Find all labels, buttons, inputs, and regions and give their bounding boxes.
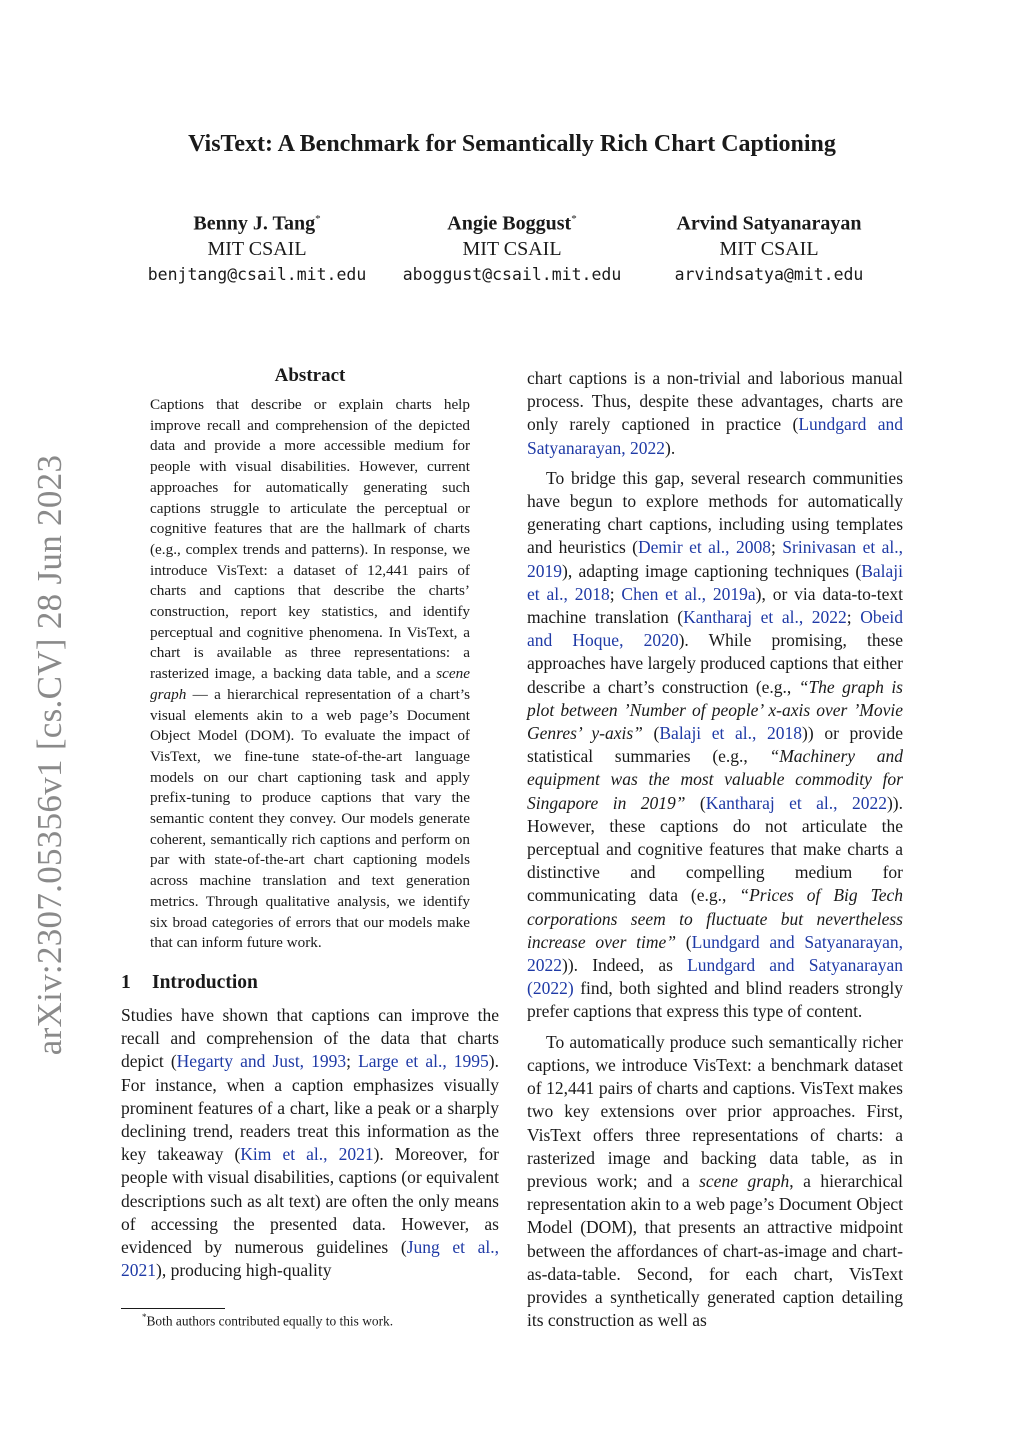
quoted-example: “The graph is plot between ’Number of people’ x-axis over ’Movie Genres’ y-axis”: [527, 676, 903, 744]
citation-link[interactable]: Srinivasan et al., 2019: [527, 537, 903, 581]
author-mark: *: [571, 213, 577, 225]
author-mark: *: [315, 213, 321, 225]
arxiv-sidebar: [28, 455, 72, 1055]
abstract-text: Captions that describe or explain charts help improve recall and comprehension of the depicted data and provide a more accessible medium for people with visual disabilities. However, current approaches for automatically generating such captions struggle to articulate the perceptual or cognitive features that are the hallmark of charts (e.g., complex trends and patterns). In response, we introduce VisText: a dataset of 12,441 pairs of charts and captions that describe the charts’ construction, report key statistics, and identify perceptual and cognitive phenomena. In VisText, a chart is available as three representations: a rasterized image, a backing data table, and a scene graph — a hierarchical representation of a chart’s visual elements akin to a web page’s Document Object Model (DOM). To evaluate the impact of VisText, we fine-tune state-of-the-art language models on our chart captioning task and apply prefix-tuning to produce captions that vary the semantic content they convey. Our models generate coherent, semantically rich captions and perform on par with state-of-the-art chart captioning models across machine translation and text generation metrics. Through qualitative analysis, we identify six broad categories of errors that our models make that can inform future work.: [150, 396, 470, 952]
quoted-example: “Machinery and equipment was the most valuable commodity for Singapore in 2019”: [527, 746, 903, 813]
author-email: benjtang@csail.mit.edu: [147, 264, 367, 284]
body-paragraph: chart captions is a non-trivial and laborious manual process. Thus, despite these advantages, charts are only rarely captioned in practice (Lundgard and Satyanarayan, 2022).: [527, 368, 903, 458]
intro-paragraph: Studies have shown that captions can improve the recall and comprehension of the data that charts depict (Hegarty and Just, 1993; Large et al., 1995). For instance, when a caption emphasizes visually prominent features of a chart, like a peak or a sharply declining trend, readers treat this information as the key takeaway (Kim et al., 2021). Moreover, for people with visual disabilities, captions (or equivalent descriptions such as alt text) are often the only means of accessing the presented data. However, as evidenced by numerous guidelines (Jung et al., 2021), producing high-quality: [121, 1004, 499, 1281]
footnote-text: Both authors contributed equally to this work.: [146, 1313, 394, 1329]
citation-link[interactable]: Chen et al., 2019a: [621, 583, 756, 604]
citation-link[interactable]: Lundgard and Satyanarayan, 2022: [527, 931, 904, 976]
citation-link[interactable]: Lundgard and Satyanarayan (2022): [527, 955, 903, 999]
body-paragraph: To automatically produce such semantically richer captions, we introduce VisText: a benchmark dataset of 12,441 pairs of charts and captions. VisText makes two key extensions over prior approaches. First, VisText offers three representations of charts: a rasterized image and backing data table, as in previous work; and a scene graph, a hierarchical representation akin to a web page’s Document Object Model (DOM), that presents an attractive midpoint between the affordances of chart-as-image and chart-as-data-table. Second, for each chart, VisText provides a synthetically generated caption detailing its construction as well as: [527, 1031, 903, 1331]
citation-link[interactable]: Balaji et al., 2018: [659, 723, 803, 744]
citation-link[interactable]: Large et al., 1995: [358, 1051, 489, 1072]
citation-link[interactable]: Kantharaj et al., 2022: [683, 607, 847, 628]
author-affiliation: MIT CSAIL: [207, 237, 307, 260]
section-heading: [121, 972, 499, 994]
citation-link[interactable]: Demir et al., 2008: [638, 537, 771, 558]
abstract-heading: Abstract: [274, 365, 346, 386]
citation-link[interactable]: Kim et al., 2021: [240, 1144, 374, 1165]
arxiv-identifier: arXiv:2307.05356v1 [cs.CV] 28 Jun 2023: [30, 454, 69, 1056]
emphasis-term: scene graph: [699, 1170, 790, 1191]
author-block: [639, 207, 899, 287]
citation-link[interactable]: Jung et al., 2021: [121, 1237, 499, 1281]
author-name: Angie Boggust: [447, 212, 572, 235]
body-paragraph: To bridge this gap, several research communities have begun to explore methods for automatically generating chart captions, including using templates and heuristics (Demir et al., 2008; Srinivasan et al., 2019), adapting image captioning techniques (Balaji et al., 2018; Chen et al., 2019a), or via data-to-text machine translation (Kantharaj et al., 2022; Obeid and Hoque, 2020). While promising, these approaches have largely produced captions that either describe a chart’s construction (e.g., “The graph is plot between ’Number of people’ x-axis over ’Movie Genres’ y-axis” (Balaji et al., 2018)) or provide statistical summaries (e.g., “Machinery and equipment was the most valuable commodity for Singapore in 2019” (Kantharaj et al., 2022)). However, these captions do not articulate the perceptual and cognitive features that make charts a distinctive and compelling medium for communicating data (e.g., “Prices of Big Tech corporations seem to fluctuate but nevertheless increase over time” (Lundgard and Satyanarayan, 2022)). Indeed, as Lundgard and Satyanarayan (2022) find, both sighted and blind readers strongly prefer captions that express this type of content.: [527, 467, 904, 1022]
abstract-emphasis: scene graph: [150, 665, 470, 703]
section-title: Introduction: [152, 971, 258, 993]
paper-title: VisText: A Benchmark for Semantically Rich Chart Captioning: [188, 131, 836, 157]
citation-link[interactable]: Hegarty and Just, 1993: [176, 1051, 347, 1072]
citation-link[interactable]: Kantharaj et al., 2022: [705, 792, 887, 813]
author-name: Arvind Satyanarayan: [676, 212, 862, 235]
footnote: [142, 1312, 393, 1329]
quoted-example: “Prices of Big Tech corporations seem to fluctuate but nevertheless increase over time”: [527, 885, 903, 952]
citation-link[interactable]: Obeid and Hoque, 2020: [527, 607, 903, 651]
author-block: [127, 207, 387, 287]
section-number: 1: [121, 971, 131, 993]
author-affiliation: MIT CSAIL: [719, 237, 819, 260]
left-column: [121, 365, 499, 1282]
footnote-rule: [121, 1308, 225, 1309]
author-name: Benny J. Tang: [193, 212, 316, 235]
author-block: [382, 207, 642, 287]
citation-link[interactable]: Lundgard and Satyanarayan, 2022: [527, 414, 903, 458]
footnote-mark: *: [142, 1312, 147, 1322]
author-affiliation: MIT CSAIL: [462, 237, 562, 260]
right-column: [527, 367, 903, 1332]
citation-link[interactable]: Balaji et al., 2018: [527, 560, 903, 604]
author-email: arvindsatya@mit.edu: [674, 264, 864, 284]
author-email: aboggust@csail.mit.edu: [402, 264, 622, 284]
